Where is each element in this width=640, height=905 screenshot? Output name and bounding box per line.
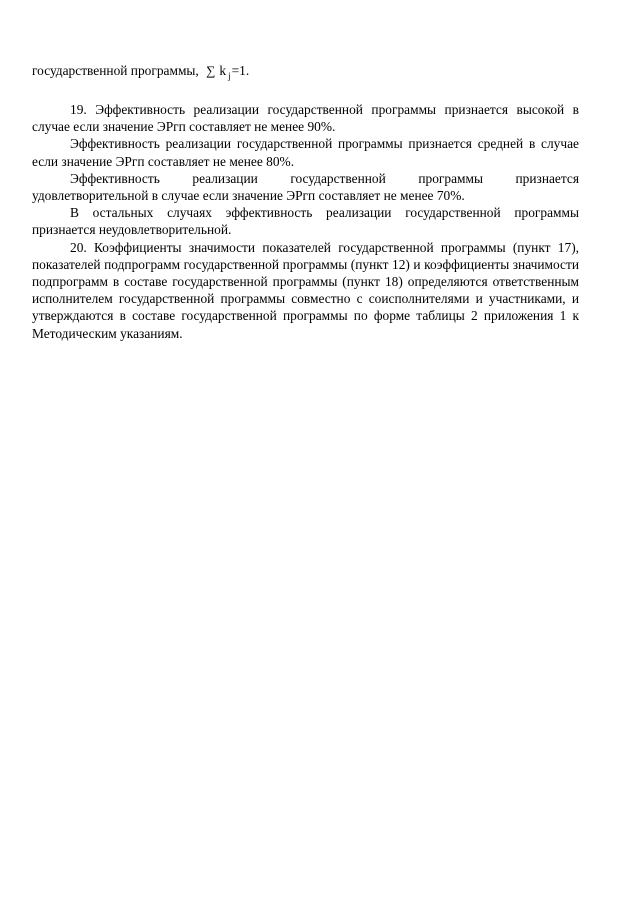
formula-line-text: государственной программы, [32,63,199,78]
document-body [32,101,579,342]
sum-formula [206,62,249,85]
formula-subscript: j [228,71,231,81]
paragraph-19-high: 19. Эффективность реализации государственной программы признается высокой в случае если значение ЭРгп составляет не менее 90%. [32,102,579,135]
formula-equals: =1. [231,63,250,78]
paragraph-satisfactory: Эффективность реализации государственной программы признается удовлетворительной в случае если значение ЭРгп составляет не менее 70%. [32,170,579,204]
sigma-symbol: ∑ [206,63,216,78]
formula-variable: k [219,63,227,78]
paragraph-unsatisfactory: В остальных случаях эффективность реализации государственной программы признается неудовлетворительной. [32,205,579,238]
formula-line [32,62,579,85]
paragraph-20-coefficients: 20. Коэффициенты значимости показателей государственной программы (пункт 17), показателей подпрограмм государственной программы (пункт 12) и коэффициенты значимости подпрограмм в составе государственной программы (пункт 18) определяются ответственным исполнителем государственной программы совместно с соисполнителями и участниками, и утверждаются в составе государственной программы по форме таблицы 2 приложения 1 к Методическим указаниям. [32,239,579,341]
paragraph-medium: Эффективность реализации государственной программы признается средней в случае если значение ЭРгп составляет не менее 80%. [32,136,579,169]
